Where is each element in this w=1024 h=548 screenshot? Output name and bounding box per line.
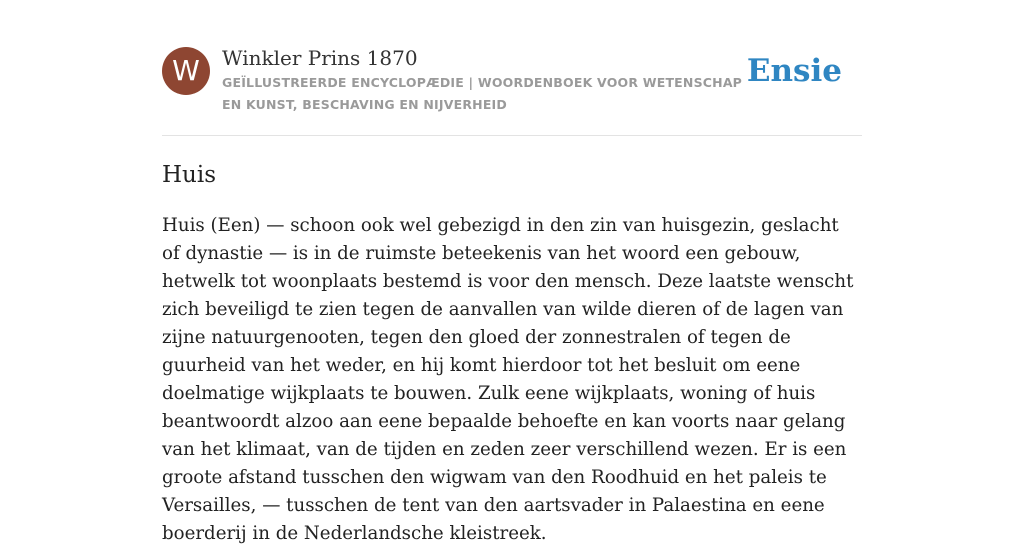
source-avatar[interactable]: W xyxy=(162,47,210,95)
entry-title: Huis xyxy=(162,162,217,188)
source-subtitle: GEÏLLUSTREERDE ENCYCLOPÆDIE | WOORDENBOEK VOOR WETENSCHAP EN KUNST, BESCHAVING EN NIJVERHEID xyxy=(222,75,743,112)
source-title[interactable]: Winkler Prins 1870 xyxy=(222,46,418,70)
source-header xyxy=(162,46,862,116)
entry-body: Huis (Een) — schoon ook wel gebezigd in den zin van huisgezin, geslacht of dynastie — is in de ruimste beteekenis van het woord een gebouw, hetwelk tot woonplaats bestemd is voor den mensch. Deze laatste wenscht zich beveiligd te zien tegen de aanvallen van wilde dieren of de lagen van zijne natuurgenooten, tegen den gloed der zonnestralen of tegen de guurheid van het weder, en hij komt hierdoor tot het besluit om eene doelmatige wijkplaats te bouwen. Zulk eene wijkplaats, woning of huis beantwoordt alzoo aan eene bepaalde behoefte en kan voorts naar gelang van het klimaat, van de tijden en zeden zeer verschillend wezen. Er is een groote afstand tusschen den wigwam van den Roodhuid en het paleis te Versailles, — tusschen de tent van den aartsvader in Palaestina en eene boerderij in de Nederlandsche kleistreek. xyxy=(162,215,854,544)
header-divider xyxy=(162,135,862,136)
ensie-logo[interactable]: Ensie xyxy=(746,53,842,89)
